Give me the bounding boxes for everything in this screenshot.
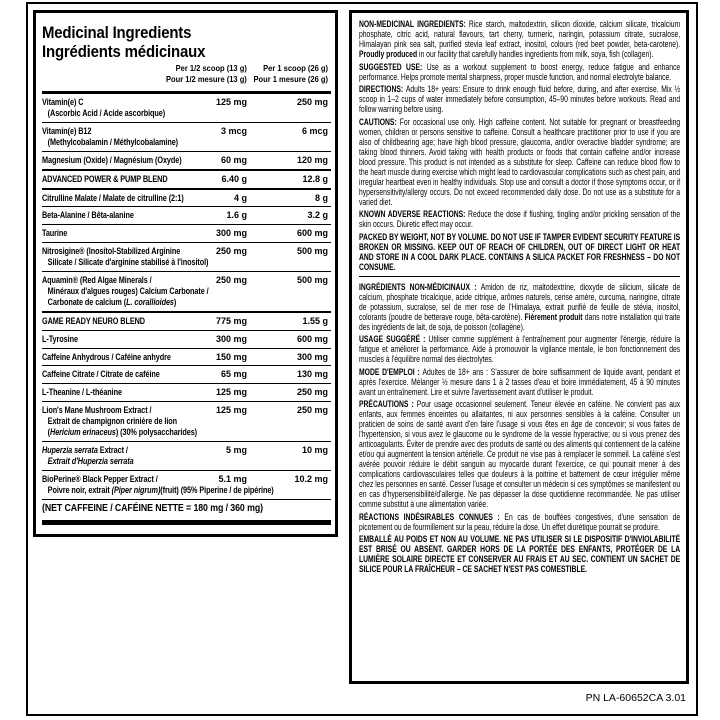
part-number: PN LA-60652CA 3.01 [585,692,686,704]
ingredient-name-line: Vitamin(e) C [42,97,84,108]
info-paragraph: CAUTIONS: For occasional use only. High caffeine content. Not suitable for pregnant or breastfeeding women, children or persons sensitive to caffeine. Consult a healthcare practitioner prior to use if you are also of childbearing age; have high blood pressure, glaucoma, and/or overactive bladder syndrome; are taking blood thinners. Avoid taking with health products or foods that contain caffeine and/or increase blood pressure. This product is not intended as a substitute for sleep. Caffeine can reduce blood flow to the heart muscle during exercise which might lead to cardiovascular complications such as chest pain, and irregular heartbeat even in healthy individuals. Stop use and consult a doctor if those symptoms occur, or if hypersensitivity/allergy occurs. Do not exceed recommended daily dose. Do not use as a substitute for a varied diet. [359,116,681,207]
ingredient-name-line: Minéraux d'algues rouges) Calcium Carbonate / [47,286,209,297]
amount-per-scoop: 500 mg [296,245,328,256]
ingredient-name-line: (Ascorbic Acid / Acide ascorbique) [47,108,166,119]
ingredient-name-line: Caffeine Anhydrous / Caféine anhydre [42,351,171,362]
amount-per-scoop: 8 g [314,192,328,203]
ingredient-name [42,445,332,468]
amount-per-half-scoop: 250 mg [215,274,247,285]
ingredient-row [42,206,331,224]
amount-per-half-scoop: 4 g [233,192,247,203]
ingredient-name-line: Extrait d'Huperzia serrata [47,456,134,467]
amount-per-scoop: 12.8 g [302,173,328,184]
amount-per-half-scoop: 60 mg [220,155,247,166]
ingredient-name [42,246,332,269]
ingredient-row [42,94,331,122]
amount-per-half-scoop: 1.6 g [226,210,247,221]
information-panel-paragraphs [352,13,686,574]
column-header-per-scoop: Per 1 scoop (26 g) Pour 1 mesure (26 g) [253,64,328,84]
ingredient-name-line: (Methylcobalamin / Méthylcobalamine) [47,137,179,148]
amount-per-half-scoop: 150 mg [215,351,247,362]
ingredient-name-line: Silicate / Silicate d'arginine stabilisé à l'inositol) [47,257,209,268]
info-paragraph: PRÉCAUTIONS : Pour usage occasionnel seulement. Teneur élevée en caféine. Ne convient pas aux enfants, aux femmes enceintes ou allaitantes, ni aux personnes sensibles à la caféine. Consulter un praticien de soins de santé avant d'en faire l'usage si vous êtes en âge de concevoir; si vous faites de l'hypertension, si vous avez le glaucome ou le syndrome de la vessie hyperactive; ou si vous prenez des anticoagulants. Éviter de prendre avec des produits de santé ou des aliments qui contiennent de la caféine et/ou qui augmentent la tension artérielle. Ce produit ne vise pas à remplacer le sommeil. La caféine s'est avérée pouvoir réduire le débit sanguin au myocarde durant l'exercice, ce qui pourrait mener à des complications cardiovasculaires telles que douleurs à la poitrine et battement de cœur irrégulier même chez les personnes en santé. Cesser l'usage et consulter un médecin si ces symptômes se manifestent ou en cas d'hypersensibilité/d'allergie. Ne pas dépasser la dose quotidienne recommandée. Ne pas utiliser comme substitut à une alimentation variée. [359,399,681,509]
ingredient-name [42,275,332,309]
ingredient-name [42,210,332,221]
ingredient-name [42,228,332,239]
ingredient-name [42,155,332,166]
amount-per-half-scoop: 125 mg [215,387,247,398]
amount-per-scoop: 250 mg [296,404,328,415]
ingredient-row [42,383,331,401]
info-paragraph: MODE D'EMPLOI : Adultes de 18+ ans : S'assurer de boire suffisamment de liquide avant, pendant et après l'exercice. Mélanger ½ mesure dans 1 à 2 tasses d'eau et boire immédiatement, 45 à 90 minutes avant un entraînement. Lire et suivre l'avertissement avant d'utiliser le produit. [359,366,681,397]
ingredient-name-line: Nitrosigine® (Inositol-Stabilized Arginine [42,245,181,256]
amount-per-scoop: 250 mg [296,97,328,108]
amount-per-half-scoop: 300 mg [215,333,247,344]
ingredient-name-line: L-Tyrosine [42,333,78,344]
amount-per-half-scoop: 5.1 mg [218,474,247,485]
blend-row [42,169,331,188]
ingredient-name-line: Citrulline Malate / Malate de citrulline (2:1) [42,192,184,203]
ingredient-name-line: Extrait de champignon crinière de lion [47,416,178,427]
ingredient-name-line: ADVANCED POWER & PUMP BLEND [42,173,168,184]
ingredient-row [42,122,331,151]
amount-per-half-scoop: 300 mg [215,228,247,239]
ingredient-name-line: BioPerine® Black Pepper Extract / [42,474,158,485]
ingredient-row [42,242,331,271]
ingredient-name-line: Taurine [42,228,68,239]
medicinal-table-rows [42,94,331,499]
info-paragraph: EMBALLÉ AU POIDS ET NON AU VOLUME. NE PAS UTILISER SI LE DISPOSITIF D'INVIOLABILITÉ EST BRISÉ OU ABSENT. GARDER HORS DE LA PORTÉE DES ENFANTS, PROTÉGER DE LA LUMIÈRE SOLAIRE DIRECTE ET CONSERVER AU FRAIS ET AU SEC. CONTIENT UN SACHET DE SILICE POUR LA FRAÎCHEUR – CE SACHET N'EST PAS COMESTIBLE. [359,534,681,574]
ingredient-row [42,224,331,242]
ingredient-name [42,387,332,398]
ingredient-name-line: Magnesium (Oxide) / Magnésium (Oxyde) [42,155,182,166]
amount-per-half-scoop: 775 mg [215,316,247,327]
amount-per-half-scoop: 65 mg [220,369,247,380]
ingredient-name [42,126,332,149]
ingredient-row [42,365,331,383]
amount-per-scoop: 130 mg [296,369,328,380]
ingredient-name [42,405,332,439]
ingredient-name-line: Aquamin® (Red Algae Minerals / [42,274,152,285]
info-paragraph: USAGE SUGGÉRÉ : Utiliser comme supplément à l'entraînement pour augmenter l'énergie, réduire la fatigue et améliorer la performance. Aide à promouvoir la vigilance mentale, le bon fonctionnement des muscles à l'équilibre normal des électrolytes. [359,334,681,364]
ingredient-name [42,174,332,185]
amount-per-scoop: 250 mg [296,387,328,398]
column-headers [42,64,331,89]
ingredient-row [42,188,331,207]
medicinal-ingredients-panel [33,10,338,537]
info-paragraph: DIRECTIONS: Adults 18+ years: Ensure to drink enough fluid before, during, and after exercise. Mix ½ scoop in 1–2 cups of water immediately before consumption, 45–90 minutes before workouts. Read and follow warning before using. [359,84,681,114]
ingredient-name [42,97,332,120]
amount-per-scoop: 10.2 mg [294,474,328,485]
amount-per-half-scoop: 5 mg [225,445,247,456]
ingredient-name-line: L-Theanine / L-théanine [42,387,122,398]
ingredient-name [42,334,332,345]
amount-per-scoop: 3.2 g [307,210,328,221]
amount-per-half-scoop: 3 mcg [220,126,247,137]
amount-per-scoop: 600 mg [296,333,328,344]
blend-row [42,311,331,330]
ingredient-name [42,352,332,363]
info-paragraph: RÉACTIONS INDÉSIRABLES CONNUES : En cas de bouffées congestives, d'une sensation de picotement ou de fourmillement sur la peau, réduire la dose. Un effet diurétique pourrait se produire. [359,511,681,532]
info-paragraph: KNOWN ADVERSE REACTIONS: Reduce the dose if flushing, tingling and/or prickling sensation of the skin occurs. Diuretic effect may occur. [359,209,681,229]
ingredient-name-line: (Hericium erinaceus) (30% polysaccharides) [47,427,198,438]
info-paragraph: INGRÉDIENTS NON-MÉDICINAUX : Amidon de riz, maltodextrine, dioxyde de silicium, silicate de calcium, phosphate tricalcique, acide citrique, arômes naturels, cerise amère, curcuma, naringine, citrate de potassium, sucralose, sel de mer rose de l'Himalaya, extrait purifié de feuille de stévia, inositol, colorants (poudre de betterave rouge, bêta-carotène). Fièrement produit dans notre installation qui traite des ingrédients de lait, de soja, de poisson (collagène). [359,281,681,332]
ingredient-row [42,330,331,348]
column-header-per-half-scoop: Per 1/2 scoop (13 g) Pour 1/2 mesure (13 g) [166,64,247,84]
section-divider [359,276,680,277]
panel-title-en: Medicinal Ingredients [42,23,192,42]
ingredient-name-line: Carbonate de calcium (L. corallioides) [47,297,177,308]
ingredient-name-line: Huperzia serrata Extract / [42,445,128,456]
amount-per-scoop: 1.55 g [302,316,328,327]
ingredient-row [42,348,331,366]
amount-per-half-scoop: 250 mg [215,245,247,256]
amount-per-scoop: 300 mg [296,351,328,362]
amount-per-scoop: 10 mg [301,445,328,456]
ingredient-name [42,369,332,380]
ingredient-name-line: Caffeine Citrate / Citrate de caféine [42,369,160,380]
net-caffeine-text: (NET CAFFEINE / CAFÉINE NETTE = 180 mg / 360 mg) [42,503,263,515]
ingredient-name-line: Poivre noir, extrait (Piper nigrum)(fruit) (95% Piperine / de pipérine) [47,485,274,496]
ingredient-row [42,441,331,470]
info-paragraph: SUGGESTED USE: Use as a workout supplement to boost energy, reduce fatigue and enhance performance. Helps promote mental sharpness, proper muscle function, and normal electrolyte balance. [359,61,681,82]
info-paragraph: PACKED BY WEIGHT, NOT BY VOLUME. DO NOT USE IF TAMPER EVIDENT SECURITY FEATURE IS BROKEN OR MISSING. KEEP OUT OF REACH OF CHILDREN, OUT OF DIRECT LIGHT OR HEAT AND STORE IN A COOL DARK PLACE. CONTAINS A SILICA PACKET FOR FRESHNESS – DO NOT CONSUME. [359,231,681,272]
amount-per-scoop: 120 mg [296,155,328,166]
ingredient-name-line: GAME READY NEURO BLEND [42,316,145,327]
info-paragraph: NON-MEDICINAL INGREDIENTS: Rice starch, maltodextrin, silicon dioxide, calcium silicate, tricalcium phosphate, citric acid, natural flavours, tart cherry, turmeric, naringin, potassium citrate, sucralose, Himalayan pink sea salt, purified stevia leaf extract, inositol, colours (red beet powder, beta-carotene). Proudly produced in our facility that carefully handles ingredients from milk, soya, fish (collagen). [359,19,681,59]
ingredient-name [42,474,332,497]
ingredient-row [42,401,331,441]
amount-per-half-scoop: 125 mg [215,404,247,415]
amount-per-half-scoop: 6.40 g [221,173,247,184]
information-panel [349,10,689,684]
ingredient-name-line: Lion's Mane Mushroom Extract / [42,404,152,415]
ingredient-row [42,470,331,499]
ingredient-name-line: Beta-Alanine / Bêta-alanine [42,210,134,221]
ingredient-row [42,271,331,311]
amount-per-scoop: 500 mg [296,274,328,285]
panel-title [42,23,296,61]
panel-title-fr: Ingrédients médicinaux [42,42,206,62]
amount-per-half-scoop: 125 mg [215,97,247,108]
amount-per-scoop: 6 mcg [301,126,328,137]
ingredient-name [42,316,332,327]
amount-per-scoop: 600 mg [296,228,328,239]
ingredient-name [42,193,332,204]
ingredient-row [42,151,331,169]
table-end-bar [42,520,331,525]
net-caffeine-row [42,499,331,517]
ingredient-name-line: Vitamin(e) B12 [42,126,92,137]
